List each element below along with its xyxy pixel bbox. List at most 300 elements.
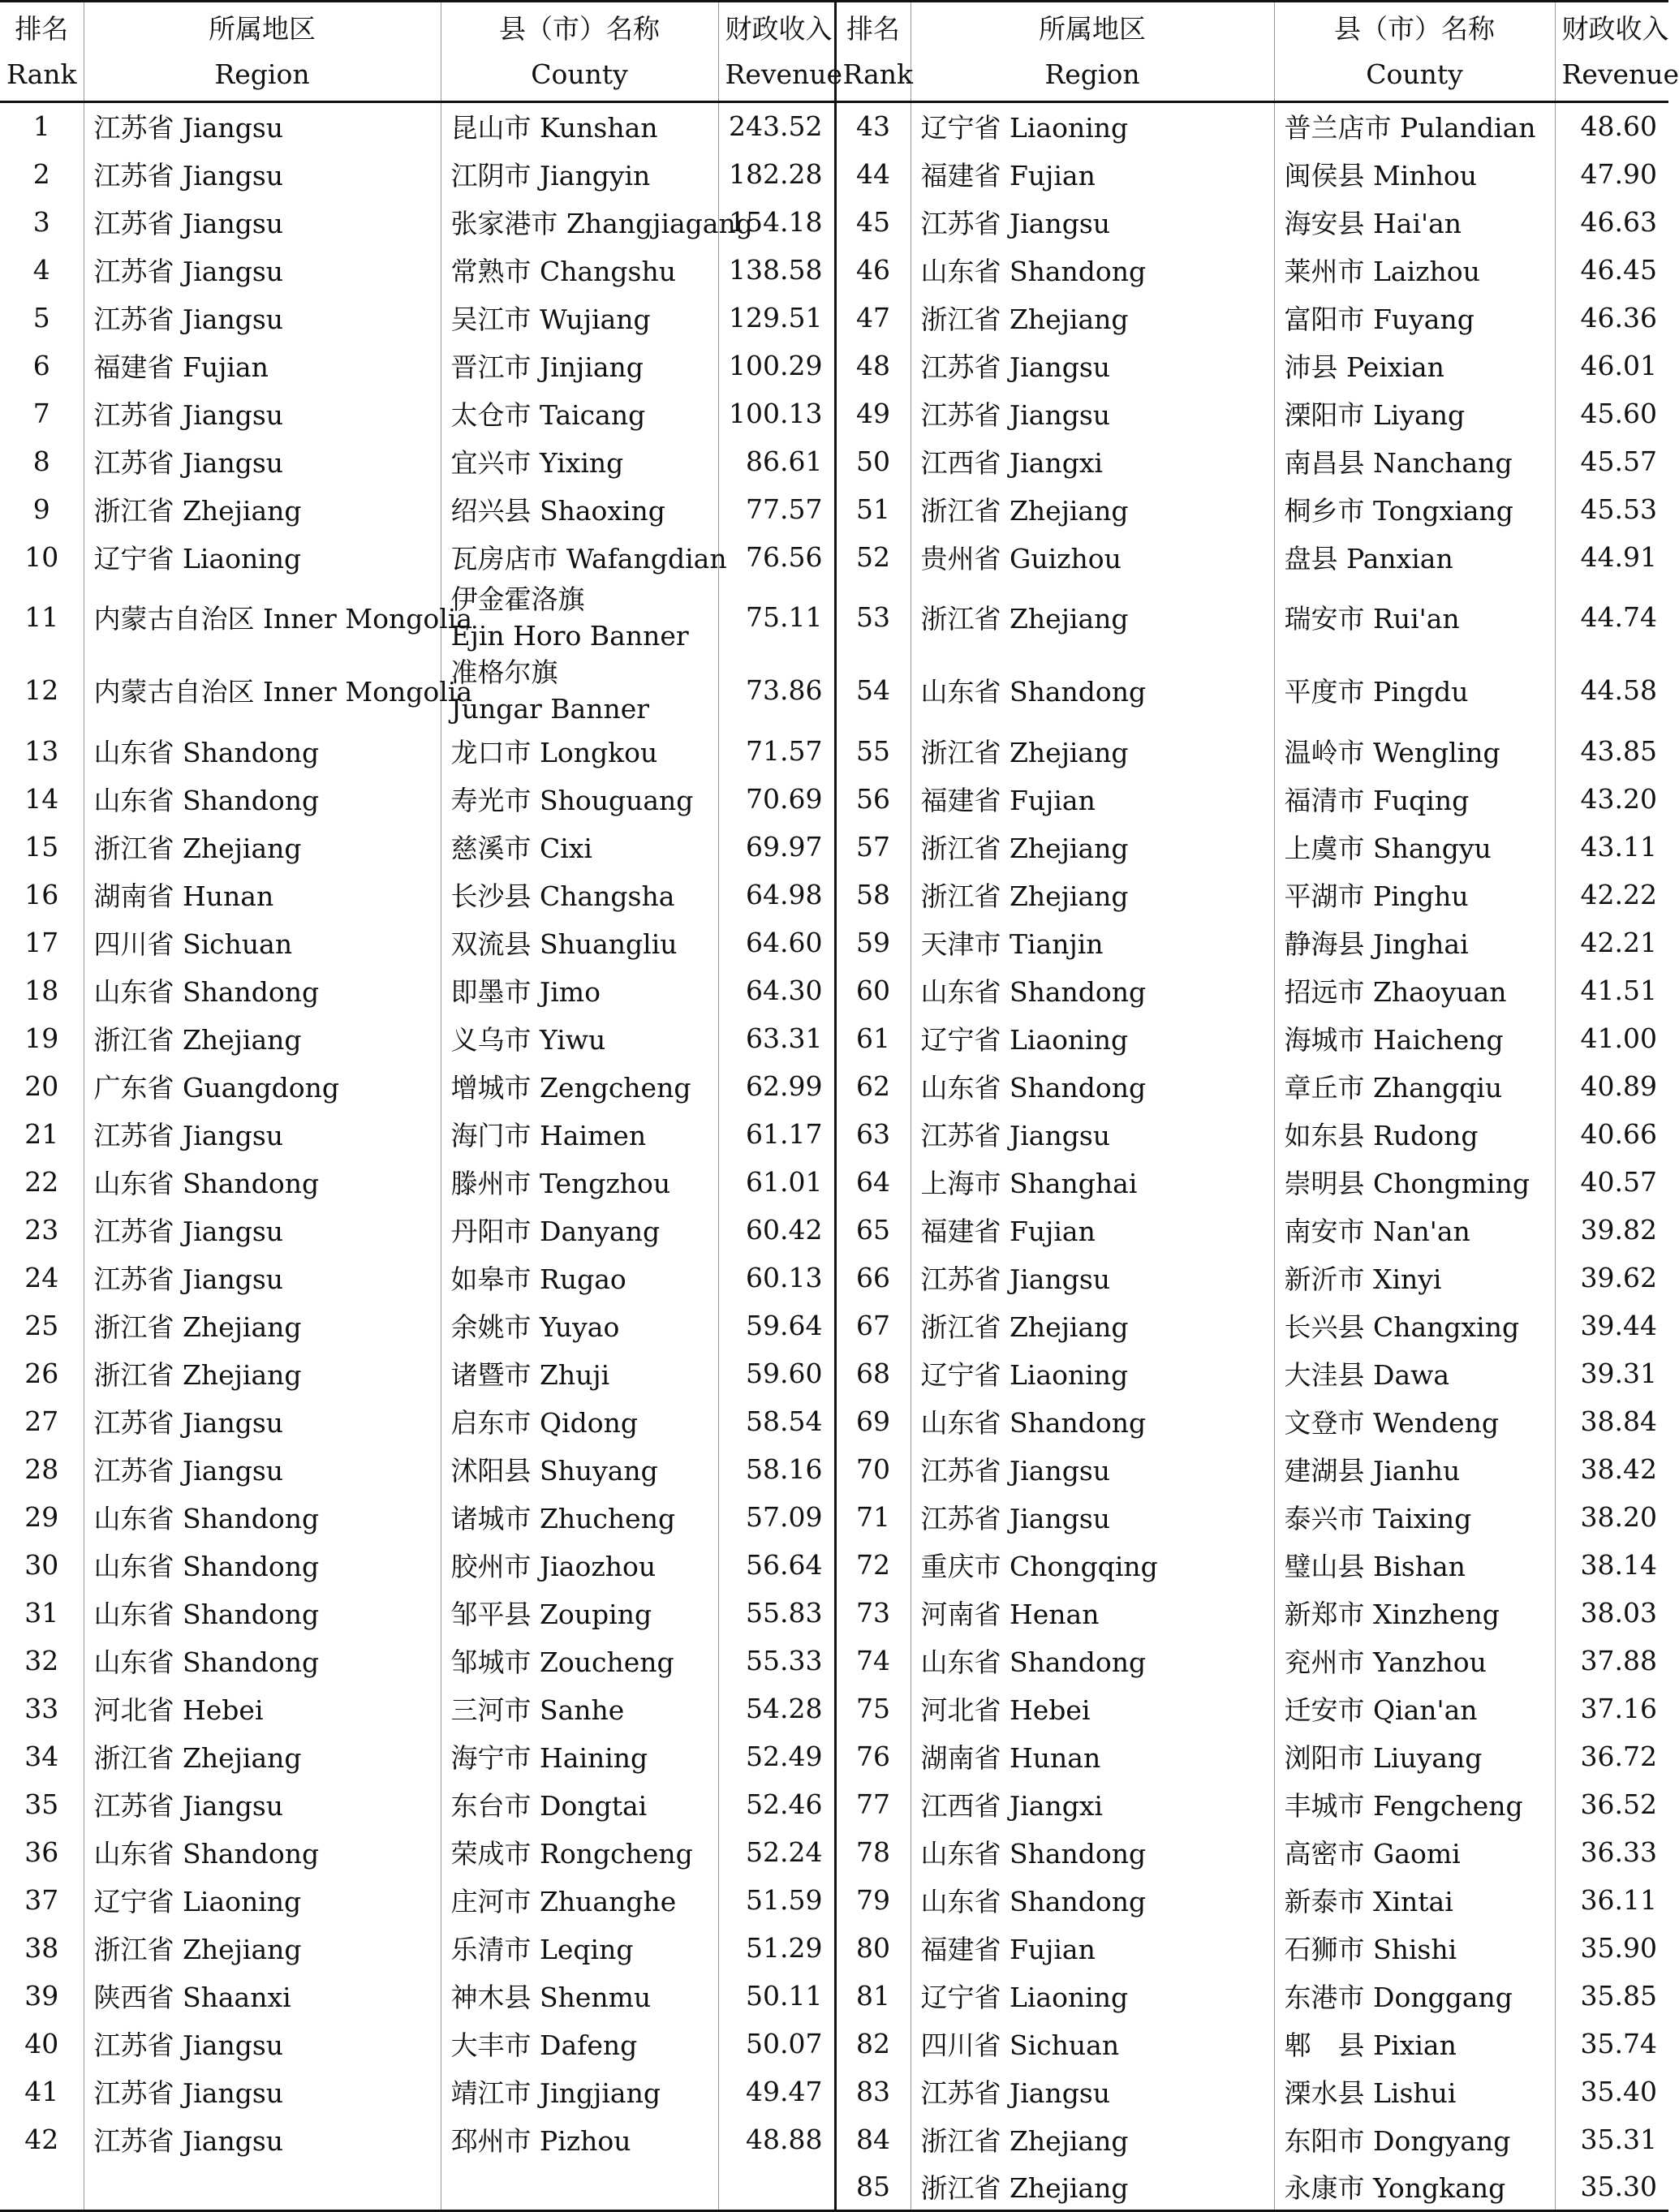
region-cell: 山东省 Shandong	[84, 1637, 441, 1685]
table-row	[0, 389, 1668, 437]
region-cell: 江苏省 Jiangsu	[84, 294, 441, 342]
county-cell: 东港市 Donggang	[1274, 1972, 1555, 2020]
region-cell: 天津市 Tianjin	[911, 919, 1274, 966]
county-cell: 义乌市 Yiwu	[441, 1014, 718, 1062]
rank-cell: 70	[835, 1445, 911, 1493]
county-cell: 丰城市 Fengcheng	[1274, 1780, 1555, 1828]
county-cell: 神木县 Shenmu	[441, 1972, 718, 2020]
revenue-cell: 35.31	[1580, 2123, 1657, 2155]
revenue-cell: 43.85	[1580, 734, 1657, 767]
region-cell: 福建省 Fujian	[911, 1206, 1274, 1254]
rank-cell: 41	[0, 2068, 84, 2115]
region-cell: 贵州省 Guizhou	[911, 533, 1274, 581]
region-cell: 福建省 Fujian	[84, 342, 441, 389]
county-cell: 吴江市 Wujiang	[441, 294, 718, 342]
region-cell: 河北省 Hebei	[911, 1685, 1274, 1732]
rank-cell: 67	[835, 1302, 911, 1349]
rank-cell: 33	[0, 1685, 84, 1732]
region-cell: 江苏省 Jiangsu	[911, 342, 1274, 389]
revenue-cell: 46.45	[1580, 253, 1657, 286]
rank-cell: 59	[835, 919, 911, 966]
county-cell: 普兰店市 Pulandian	[1274, 102, 1555, 150]
revenue-cell: 41.51	[1580, 974, 1657, 1006]
county-cell: 招远市 Zhaoyuan	[1274, 966, 1555, 1014]
rank-cell: 64	[835, 1158, 911, 1206]
rank-cell: 1	[0, 102, 84, 150]
revenue-cell: 43.11	[1580, 830, 1657, 863]
rank-cell: 12	[0, 654, 84, 727]
county-cell: 兖州市 Yanzhou	[1274, 1637, 1555, 1685]
county-cell: 永康市 Yongkang	[1274, 2163, 1555, 2211]
rank-cell: 25	[0, 1302, 84, 1349]
region-cell: 山东省 Shandong	[911, 966, 1274, 1014]
revenue-cell: 45.57	[1580, 445, 1657, 477]
region-cell: 江苏省 Jiangsu	[84, 437, 441, 485]
rank-cell: 31	[0, 1589, 84, 1637]
region-cell: 辽宁省 Liaoning	[84, 533, 441, 581]
county-cell: 诸暨市 Zhuji	[441, 1349, 718, 1397]
revenue-cell: 54.28	[718, 1685, 835, 1732]
revenue-cell: 63.31	[718, 1014, 835, 1062]
county-cell: 温岭市 Wengling	[1274, 727, 1555, 775]
revenue-cell: 50.11	[718, 1972, 835, 2020]
region-cell: 山东省 Shandong	[84, 1493, 441, 1541]
county-cell: 诸城市 Zhucheng	[441, 1493, 718, 1541]
rank-cell: 77	[835, 1780, 911, 1828]
revenue-cell: 51.59	[718, 1876, 835, 1924]
table-row	[0, 150, 1668, 198]
region-cell: 山东省 Shandong	[911, 1828, 1274, 1876]
revenue-cell: 50.07	[718, 2020, 835, 2068]
county-cell: 郫 县 Pixian	[1274, 2020, 1555, 2068]
county-cell: 富阳市 Fuyang	[1274, 294, 1555, 342]
table-row	[0, 1541, 1668, 1589]
county-cell: 绍兴县 Shaoxing	[441, 485, 718, 533]
table-row	[0, 246, 1668, 294]
county-cell: 长沙县 Changsha	[441, 871, 718, 919]
revenue-cell: 38.84	[1580, 1405, 1657, 1437]
county-cell: 邹平县 Zouping	[441, 1589, 718, 1637]
rank-cell: 29	[0, 1493, 84, 1541]
rank-cell: 21	[0, 1110, 84, 1158]
county-cell: 如皋市 Rugao	[441, 1254, 718, 1302]
region-cell: 江西省 Jiangxi	[911, 437, 1274, 485]
rank-cell: 51	[835, 485, 911, 533]
table-row	[0, 198, 1668, 246]
rank-cell: 4	[0, 246, 84, 294]
table-row	[0, 1732, 1668, 1780]
rank-cell: 80	[835, 1924, 911, 1972]
revenue-cell: 58.54	[718, 1397, 835, 1445]
county-cell: 昆山市 Kunshan	[441, 102, 718, 150]
header-rank: 排名 Rank	[835, 2, 911, 102]
region-cell: 浙江省 Zhejiang	[911, 871, 1274, 919]
county-cell: 盘县 Panxian	[1274, 533, 1555, 581]
rank-cell: 53	[835, 581, 911, 654]
revenue-cell: 35.40	[1580, 2075, 1657, 2107]
rank-cell: 78	[835, 1828, 911, 1876]
header-rank: 排名 Rank	[0, 2, 84, 102]
region-cell: 浙江省 Zhejiang	[911, 581, 1274, 654]
revenue-cell: 60.13	[718, 1254, 835, 1302]
revenue-cell: 57.09	[718, 1493, 835, 1541]
county-cell: 胶州市 Jiaozhou	[441, 1541, 718, 1589]
revenue-cell: 45.60	[1580, 397, 1657, 429]
county-cell: 崇明县 Chongming	[1274, 1158, 1555, 1206]
county-cell: 高密市 Gaomi	[1274, 1828, 1555, 1876]
region-cell: 江苏省 Jiangsu	[84, 2115, 441, 2163]
revenue-cell: 52.24	[718, 1828, 835, 1876]
revenue-cell: 36.33	[1580, 1835, 1657, 1868]
county-cell: 泰兴市 Taixing	[1274, 1493, 1555, 1541]
rank-cell: 2	[0, 150, 84, 198]
county-cell: 大洼县 Dawa	[1274, 1349, 1555, 1397]
rank-cell: 63	[835, 1110, 911, 1158]
revenue-cell: 44.74	[1580, 601, 1657, 633]
rank-cell: 22	[0, 1158, 84, 1206]
revenue-cell: 86.61	[718, 437, 835, 485]
region-cell: 山东省 Shandong	[84, 1158, 441, 1206]
revenue-cell: 42.21	[1580, 926, 1657, 958]
revenue-cell: 44.91	[1580, 540, 1657, 573]
region-cell: 江苏省 Jiangsu	[911, 1445, 1274, 1493]
revenue-cell: 52.49	[718, 1732, 835, 1780]
county-cell: 常熟市 Changshu	[441, 246, 718, 294]
county-cell: 滕州市 Tengzhou	[441, 1158, 718, 1206]
rank-cell: 35	[0, 1780, 84, 1828]
rank-cell: 32	[0, 1637, 84, 1685]
rank-cell: 37	[0, 1876, 84, 1924]
rank-cell: 56	[835, 775, 911, 823]
revenue-cell: 58.16	[718, 1445, 835, 1493]
region-cell: 福建省 Fujian	[911, 775, 1274, 823]
revenue-cell: 100.29	[718, 342, 835, 389]
rank-cell: 52	[835, 533, 911, 581]
region-cell: 江苏省 Jiangsu	[84, 1397, 441, 1445]
region-cell: 江西省 Jiangxi	[911, 1780, 1274, 1828]
table-row	[0, 1349, 1668, 1397]
revenue-cell: 38.14	[1580, 1548, 1657, 1581]
county-cell: 靖江市 Jingjiang	[441, 2068, 718, 2115]
rank-cell: 43	[835, 102, 911, 150]
revenue-cell: 100.13	[718, 389, 835, 437]
region-cell: 广东省 Guangdong	[84, 1062, 441, 1110]
rank-cell: 18	[0, 966, 84, 1014]
region-cell: 辽宁省 Liaoning	[911, 1972, 1274, 2020]
table-row	[0, 1445, 1668, 1493]
table-header-row	[0, 2, 1668, 102]
county-cell: 三河市 Sanhe	[441, 1685, 718, 1732]
county-cell: 桐乡市 Tongxiang	[1274, 485, 1555, 533]
table-row	[0, 485, 1668, 533]
rank-cell: 30	[0, 1541, 84, 1589]
county-cell: 新郑市 Xinzheng	[1274, 1589, 1555, 1637]
county-cell: 瓦房店市 Wafangdian	[441, 533, 718, 581]
region-cell: 江苏省 Jiangsu	[84, 2020, 441, 2068]
county-cell: 石狮市 Shishi	[1274, 1924, 1555, 1972]
region-cell: 山东省 Shandong	[84, 727, 441, 775]
table-row	[0, 1972, 1668, 2020]
county-cell: 余姚市 Yuyao	[441, 1302, 718, 1349]
revenue-cell: 60.42	[718, 1206, 835, 1254]
county-cell: 文登市 Wendeng	[1274, 1397, 1555, 1445]
county-cell: 大丰市 Dafeng	[441, 2020, 718, 2068]
revenue-cell: 35.74	[1580, 2027, 1657, 2059]
county-cell: 浏阳市 Liuyang	[1274, 1732, 1555, 1780]
table-row	[0, 1014, 1668, 1062]
rank-cell: 84	[835, 2115, 911, 2163]
county-cell: 长兴县 Changxing	[1274, 1302, 1555, 1349]
region-cell: 河北省 Hebei	[84, 1685, 441, 1732]
region-cell: 山东省 Shandong	[84, 1589, 441, 1637]
revenue-cell: 40.66	[1580, 1117, 1657, 1150]
rank-cell: 55	[835, 727, 911, 775]
table-row	[0, 1589, 1668, 1637]
rank-cell: 8	[0, 437, 84, 485]
table-row	[0, 294, 1668, 342]
region-cell: 山东省 Shandong	[911, 1062, 1274, 1110]
county-cell: 张家港市 Zhangjiagang	[441, 198, 718, 246]
revenue-cell: 46.63	[1580, 205, 1657, 238]
region-cell: 江苏省 Jiangsu	[84, 102, 441, 150]
county-cell: 莱州市 Laizhou	[1274, 246, 1555, 294]
rank-cell: 13	[0, 727, 84, 775]
county-cell: 溧阳市 Liyang	[1274, 389, 1555, 437]
revenue-cell: 56.64	[718, 1541, 835, 1589]
county-cell: 闽侯县 Minhou	[1274, 150, 1555, 198]
rank-cell: 57	[835, 823, 911, 871]
rank-cell: 71	[835, 1493, 911, 1541]
table-row	[0, 823, 1668, 871]
table-row	[0, 2020, 1668, 2068]
rank-cell: 42	[0, 2115, 84, 2163]
revenue-cell: 36.11	[1580, 1883, 1657, 1916]
rank-cell: 45	[835, 198, 911, 246]
table-row	[0, 2115, 1668, 2163]
region-cell: 江苏省 Jiangsu	[84, 150, 441, 198]
region-cell: 上海市 Shanghai	[911, 1158, 1274, 1206]
region-cell: 江苏省 Jiangsu	[84, 1780, 441, 1828]
county-cell: 晋江市 Jinjiang	[441, 342, 718, 389]
region-cell: 江苏省 Jiangsu	[84, 1110, 441, 1158]
table-row	[0, 1206, 1668, 1254]
revenue-cell: 39.31	[1580, 1357, 1657, 1389]
region-cell: 福建省 Fujian	[911, 1924, 1274, 1972]
rank-cell: 6	[0, 342, 84, 389]
revenue-cell: 37.88	[1580, 1644, 1657, 1676]
county-cell: 平度市 Pingdu	[1274, 654, 1555, 727]
rank-cell: 39	[0, 1972, 84, 2020]
region-cell: 江苏省 Jiangsu	[84, 1445, 441, 1493]
county-cell: 南安市 Nan'an	[1274, 1206, 1555, 1254]
county-cell: 章丘市 Zhangqiu	[1274, 1062, 1555, 1110]
region-cell: 辽宁省 Liaoning	[84, 1876, 441, 1924]
county-cell: 寿光市 Shouguang	[441, 775, 718, 823]
region-cell: 江苏省 Jiangsu	[84, 2068, 441, 2115]
header-region: 所属地区 Region	[84, 2, 441, 102]
county-cell: 璧山县 Bishan	[1274, 1541, 1555, 1589]
region-cell: 江苏省 Jiangsu	[911, 1254, 1274, 1302]
table-row	[0, 1062, 1668, 1110]
rank-cell: 76	[835, 1732, 911, 1780]
revenue-cell: 243.52	[718, 102, 835, 150]
rank-cell: 62	[835, 1062, 911, 1110]
rank-cell: 82	[835, 2020, 911, 2068]
region-cell: 福建省 Fujian	[911, 150, 1274, 198]
region-cell: 浙江省 Zhejiang	[84, 823, 441, 871]
region-cell: 湖南省 Hunan	[911, 1732, 1274, 1780]
revenue-cell: 55.33	[718, 1637, 835, 1685]
table-row	[0, 102, 1668, 150]
region-cell: 山东省 Shandong	[84, 1541, 441, 1589]
county-cell: 增城市 Zengcheng	[441, 1062, 718, 1110]
revenue-cell: 40.89	[1580, 1069, 1657, 1102]
region-cell: 山东省 Shandong	[84, 775, 441, 823]
table-row	[0, 581, 1668, 654]
rank-cell: 66	[835, 1254, 911, 1302]
table-row	[0, 2068, 1668, 2115]
revenue-cell: 59.60	[718, 1349, 835, 1397]
region-cell: 山东省 Shandong	[911, 654, 1274, 727]
rank-cell: 10	[0, 533, 84, 581]
table-row	[0, 919, 1668, 966]
revenue-cell: 41.00	[1580, 1022, 1657, 1054]
county-cell: 荣成市 Rongcheng	[441, 1828, 718, 1876]
county-cell: 瑞安市 Rui'an	[1274, 581, 1555, 654]
table-row	[0, 2163, 1668, 2211]
county-cell: 海城市 Haicheng	[1274, 1014, 1555, 1062]
revenue-cell: 44.58	[1580, 674, 1657, 706]
rank-cell: 14	[0, 775, 84, 823]
region-cell: 辽宁省 Liaoning	[911, 1014, 1274, 1062]
rank-cell: 20	[0, 1062, 84, 1110]
rank-cell: 83	[835, 2068, 911, 2115]
region-cell: 重庆市 Chongqing	[911, 1541, 1274, 1589]
county-cell: 江阴市 Jiangyin	[441, 150, 718, 198]
region-cell: 浙江省 Zhejiang	[84, 1014, 441, 1062]
revenue-cell: 59.64	[718, 1302, 835, 1349]
region-cell: 辽宁省 Liaoning	[911, 1349, 1274, 1397]
revenue-cell: 35.90	[1580, 1931, 1657, 1964]
table-row	[0, 775, 1668, 823]
rank-cell: 85	[835, 2163, 911, 2211]
revenue-cell: 37.16	[1580, 1692, 1657, 1724]
rank-cell: 17	[0, 919, 84, 966]
rank-cell: 46	[835, 246, 911, 294]
county-cell: 沛县 Peixian	[1274, 342, 1555, 389]
region-cell: 江苏省 Jiangsu	[84, 198, 441, 246]
rank-cell: 65	[835, 1206, 911, 1254]
region-cell: 江苏省 Jiangsu	[911, 389, 1274, 437]
revenue-cell: 64.60	[718, 919, 835, 966]
region-cell: 江苏省 Jiangsu	[911, 1110, 1274, 1158]
region-cell: 浙江省 Zhejiang	[911, 727, 1274, 775]
table-row	[0, 727, 1668, 775]
header-revenue: 财政收入 Revenue	[718, 2, 835, 102]
rank-cell: 26	[0, 1349, 84, 1397]
table-row	[0, 1302, 1668, 1349]
revenue-cell: 62.99	[718, 1062, 835, 1110]
rank-cell: 40	[0, 2020, 84, 2068]
revenue-cell: 52.46	[718, 1780, 835, 1828]
rank-cell: 34	[0, 1732, 84, 1780]
region-cell: 江苏省 Jiangsu	[84, 1206, 441, 1254]
revenue-cell: 36.52	[1580, 1788, 1657, 1820]
revenue-cell: 64.30	[718, 966, 835, 1014]
revenue-cell: 70.69	[718, 775, 835, 823]
region-cell: 浙江省 Zhejiang	[911, 485, 1274, 533]
rank-cell: 73	[835, 1589, 911, 1637]
revenue-cell: 46.01	[1580, 349, 1657, 381]
rank-cell: 28	[0, 1445, 84, 1493]
rank-cell: 69	[835, 1397, 911, 1445]
region-cell: 江苏省 Jiangsu	[84, 246, 441, 294]
region-cell: 江苏省 Jiangsu	[911, 198, 1274, 246]
revenue-cell: 45.53	[1580, 493, 1657, 525]
table-row	[0, 1924, 1668, 1972]
revenue-cell: 39.62	[1580, 1261, 1657, 1293]
county-cell: 溧水县 Lishui	[1274, 2068, 1555, 2115]
revenue-cell: 51.29	[718, 1924, 835, 1972]
rank-cell: 7	[0, 389, 84, 437]
rank-cell: 24	[0, 1254, 84, 1302]
revenue-cell: 42.22	[1580, 878, 1657, 910]
header-region: 所属地区 Region	[911, 2, 1274, 102]
revenue-cell: 38.03	[1580, 1596, 1657, 1629]
revenue-cell: 46.36	[1580, 301, 1657, 334]
revenue-cell: 39.44	[1580, 1309, 1657, 1341]
revenue-cell: 69.97	[718, 823, 835, 871]
revenue-cell: 61.17	[718, 1110, 835, 1158]
rank-cell: 58	[835, 871, 911, 919]
rank-cell: 49	[835, 389, 911, 437]
region-cell: 内蒙古自治区 Inner Mongolia	[84, 581, 441, 654]
rank-cell: 23	[0, 1206, 84, 1254]
table-row	[0, 1110, 1668, 1158]
revenue-cell: 75.11	[718, 581, 835, 654]
revenue-cell: 40.57	[1580, 1165, 1657, 1198]
revenue-cell: 36.72	[1580, 1740, 1657, 1772]
revenue-cell: 71.57	[718, 727, 835, 775]
region-cell: 浙江省 Zhejiang	[911, 2163, 1274, 2211]
revenue-cell: 77.57	[718, 485, 835, 533]
revenue-cell: 48.88	[718, 2115, 835, 2163]
county-cell: 南昌县 Nanchang	[1274, 437, 1555, 485]
rank-cell: 11	[0, 581, 84, 654]
county-cell: 沭阳县 Shuyang	[441, 1445, 718, 1493]
rank-cell: 15	[0, 823, 84, 871]
rank-cell: 47	[835, 294, 911, 342]
rank-cell: 16	[0, 871, 84, 919]
header-county: 县（市）名称 County	[1274, 2, 1555, 102]
rank-cell: 38	[0, 1924, 84, 1972]
rank-cell: 79	[835, 1876, 911, 1924]
rank-cell: 5	[0, 294, 84, 342]
table-row	[0, 1876, 1668, 1924]
region-cell: 辽宁省 Liaoning	[911, 102, 1274, 150]
revenue-cell: 61.01	[718, 1158, 835, 1206]
table-row	[0, 1254, 1668, 1302]
region-cell: 山东省 Shandong	[911, 1397, 1274, 1445]
region-cell: 江苏省 Jiangsu	[911, 1493, 1274, 1541]
county-cell: 丹阳市 Danyang	[441, 1206, 718, 1254]
region-cell: 山东省 Shandong	[911, 246, 1274, 294]
revenue-cell: 76.56	[718, 533, 835, 581]
region-cell: 山东省 Shandong	[84, 966, 441, 1014]
county-cell: 东阳市 Dongyang	[1274, 2115, 1555, 2163]
county-cell: 准格尔旗 Jungar Banner	[441, 654, 718, 727]
region-cell: 浙江省 Zhejiang	[84, 1302, 441, 1349]
